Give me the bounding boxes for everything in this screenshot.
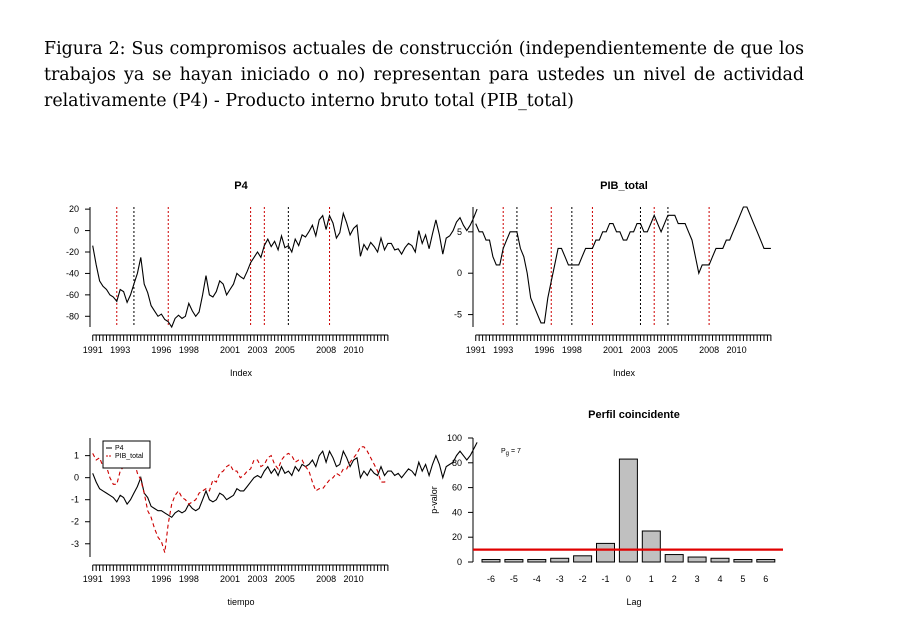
y-tick-label: -1 <box>70 494 79 505</box>
y-tick-label: 20 <box>451 532 462 543</box>
y-axis-label: p-valor <box>429 486 439 514</box>
x-tick-label: 2001 <box>220 345 241 355</box>
bar <box>574 556 592 562</box>
x-axis-label: Lag <box>626 597 642 607</box>
x-tick-label: 2003 <box>630 345 651 355</box>
bar <box>642 531 660 562</box>
x-tick-label: 2008 <box>316 345 337 355</box>
annotation: Pg = 7 <box>501 448 521 457</box>
x-tick-label: 1991 <box>82 574 103 584</box>
x-tick-label: 4 <box>717 574 723 584</box>
y-tick-label: 0 <box>73 225 79 236</box>
x-tick-label: 1993 <box>493 345 514 355</box>
bar <box>528 560 546 562</box>
y-tick-label: 0 <box>456 557 462 567</box>
series-line-p4 <box>93 209 477 327</box>
y-tick-label: 100 <box>446 433 462 443</box>
y-tick-label: -60 <box>65 289 79 300</box>
x-axis-label: Index <box>612 368 636 378</box>
bar <box>482 560 500 562</box>
bar <box>619 459 637 562</box>
x-tick-label: 2005 <box>274 345 295 355</box>
y-tick-label: -2 <box>70 516 79 527</box>
bar <box>734 560 752 562</box>
legend-entry: P4 <box>115 445 124 452</box>
bar <box>688 557 706 562</box>
x-tick-label: -6 <box>486 574 496 584</box>
x-tick-label: -2 <box>578 574 587 584</box>
x-tick-label: 2001 <box>220 574 241 584</box>
x-tick-label: 1996 <box>151 345 172 355</box>
x-tick-label: 2005 <box>274 574 295 584</box>
x-tick-label: 1996 <box>534 345 555 355</box>
y-tick-label: 0 <box>73 472 79 483</box>
x-tick-label: 2 <box>671 574 677 584</box>
x-tick-label: 5 <box>740 574 746 584</box>
panel-title: Perfil coincidente <box>588 409 680 421</box>
y-tick-label: -80 <box>65 311 79 322</box>
x-tick-label: 2010 <box>726 345 747 355</box>
y-tick-label: -40 <box>65 268 79 279</box>
panel-title: PIB_total <box>600 180 648 192</box>
panel-title: P4 <box>234 180 248 192</box>
y-tick-label: 20 <box>68 204 79 215</box>
x-tick-label: 1998 <box>561 345 582 355</box>
x-tick-label: -5 <box>509 574 518 584</box>
y-tick-label: 40 <box>451 507 462 518</box>
figure-caption: Figura 2: Sus compromisos actuales de construcción (independientemente de que los trabajos ya se hayan iniciado o no) representan para ustedes un nivel de actividad relativamente (P4) - Producto interno bruto total (PIB_total) <box>44 39 804 111</box>
x-tick-label: 0 <box>625 574 631 584</box>
x-tick-label: 1991 <box>82 345 103 355</box>
x-axis-label: tiempo <box>227 597 255 607</box>
y-tick-label: 0 <box>456 268 462 279</box>
bar <box>505 560 523 562</box>
legend-entry: PIB_total <box>115 453 144 460</box>
x-tick-label: 1998 <box>178 345 199 355</box>
x-tick-label: 2003 <box>247 574 268 584</box>
bar <box>665 555 683 562</box>
x-tick-label: 2005 <box>657 345 678 355</box>
x-tick-label: -4 <box>532 574 541 584</box>
x-tick-label: 6 <box>763 574 769 584</box>
x-tick-label: 1991 <box>465 345 486 355</box>
series-line-pib-total <box>476 207 771 323</box>
x-tick-label: 2001 <box>603 345 624 355</box>
x-tick-label: 1996 <box>151 574 172 584</box>
y-tick-label: 5 <box>456 226 462 237</box>
bar <box>711 558 729 562</box>
bar <box>757 560 775 562</box>
bar <box>597 543 615 562</box>
x-tick-label: 1998 <box>178 574 199 584</box>
y-tick-label: 1 <box>73 450 79 461</box>
bar <box>551 558 569 562</box>
x-tick-label: 2008 <box>316 574 337 584</box>
x-axis-label: Index <box>229 368 253 378</box>
x-tick-label: 1993 <box>110 574 131 584</box>
x-tick-label: -1 <box>601 574 610 584</box>
x-tick-label: 2008 <box>699 345 720 355</box>
x-tick-label: 2010 <box>343 345 364 355</box>
y-tick-label: 60 <box>451 482 462 493</box>
x-tick-label: 1 <box>648 574 654 584</box>
y-tick-label: 80 <box>451 457 462 468</box>
y-tick-label: -3 <box>70 538 79 549</box>
x-tick-label: 1993 <box>110 345 131 355</box>
y-tick-label: -5 <box>453 309 462 320</box>
x-tick-label: -3 <box>555 574 564 584</box>
x-tick-label: 2003 <box>247 345 268 355</box>
y-tick-label: -20 <box>65 247 79 257</box>
x-tick-label: 2010 <box>343 574 364 584</box>
x-tick-label: 3 <box>694 574 700 584</box>
